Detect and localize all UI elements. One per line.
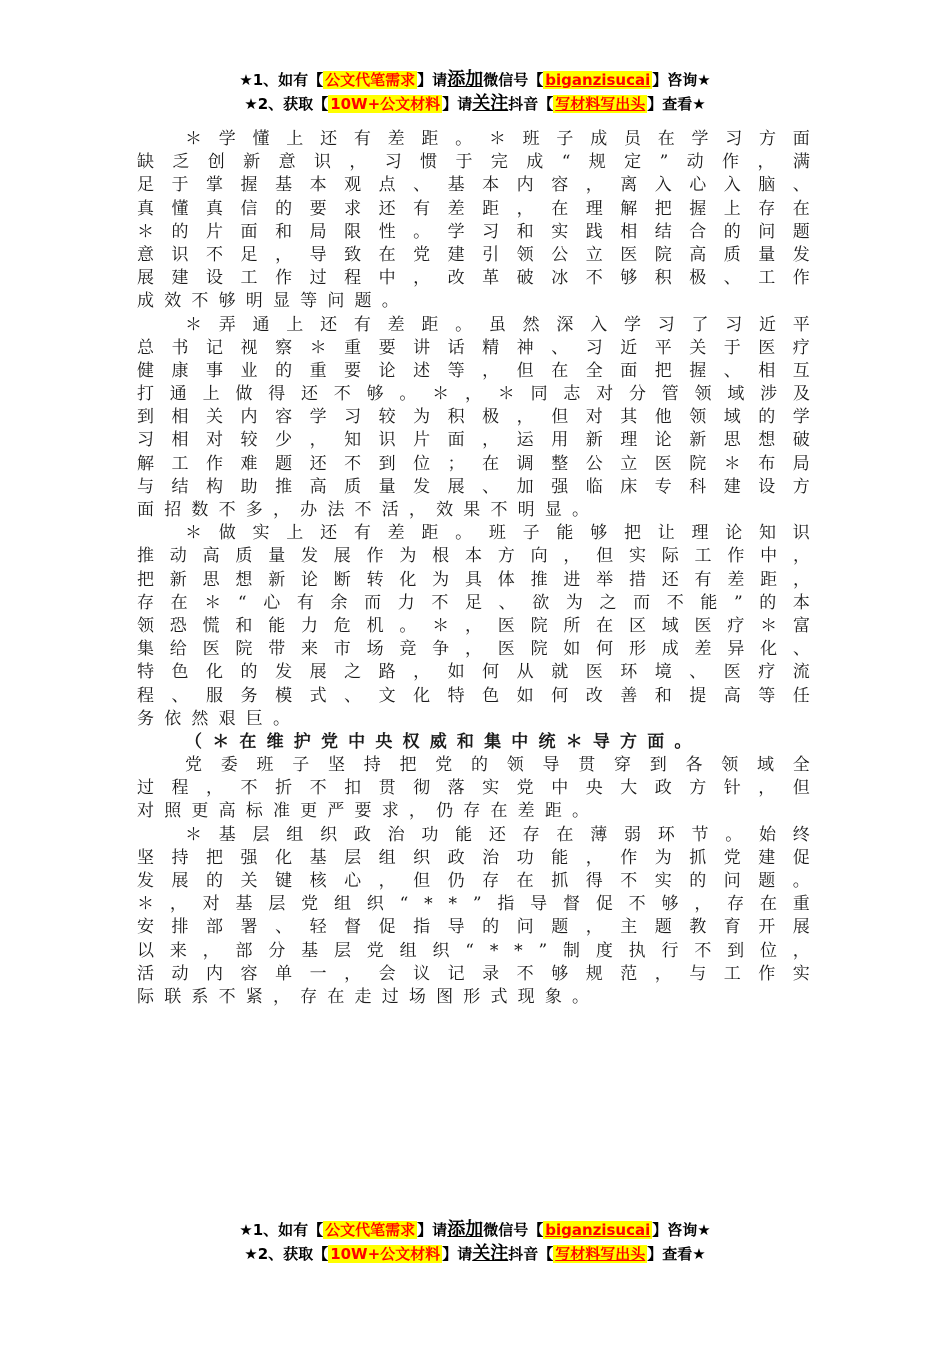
paragraph-line: 缺 乏 创 新 意 识 ， 习 惯 于 完 成 “ 规 定 ” 动 作 ， 满 xyxy=(137,152,810,173)
paragraph-line: 存 在 ＊ “ 心 有 余 而 力 不 足 、 欲 为 之 而 不 能 ” 的 本 xyxy=(137,592,810,613)
banner-line-1 xyxy=(0,68,950,92)
paragraph-line: ＊ 基 层 组 织 政 治 功 能 还 存 在 薄 弱 环 节 。 始 终 xyxy=(185,824,810,845)
banner-text: 】请 xyxy=(417,71,448,89)
paragraph-line: ＊ 做 实 上 还 有 差 距 。 班 子 能 够 把 让 理 论 知 识 xyxy=(185,523,810,544)
banner-text: 】查看★ xyxy=(647,95,706,113)
paragraph-line: ＊ 弄 通 上 还 有 差 距 。 虽 然 深 入 学 习 了 习 近 平 xyxy=(185,314,810,335)
paragraph-line: 面 招 数 不 多 ， 办 法 不 活 ， 效 果 不 明 显 。 xyxy=(137,500,589,520)
highlight-materials: 10W+公文材料 xyxy=(330,95,441,113)
paragraph-line: 成 效 不 够 明 显 等 问 题 。 xyxy=(137,291,399,312)
paragraph-line: 与 结 构 助 推 高 质 量 发 展 、 加 强 临 床 专 科 建 设 方 xyxy=(137,476,810,497)
paragraph-line: 坚 持 把 强 化 基 层 组 织 政 治 功 能 ， 作 为 抓 党 建 促 xyxy=(137,847,810,868)
paragraph-line: 领 恐 慌 和 能 力 危 机 。 ＊ ， 医 院 所 在 区 域 医 疗 ＊ 富 xyxy=(137,615,810,636)
paragraph-line: 打 通 上 做 得 还 不 够 。 ＊ ， ＊ 同 志 对 分 管 领 域 涉 及 xyxy=(137,384,810,405)
highlight-materials: 10W+公文材料 xyxy=(330,1245,441,1263)
paragraph-line: 推 动 高 质 量 发 展 作 为 根 本 方 向 ， 但 实 际 工 作 中 ， xyxy=(137,546,810,567)
paragraph-line: 把 新 思 想 新 论 断 转 化 为 具 体 推 进 举 措 还 有 差 距 ， xyxy=(137,569,810,590)
banner-text: 抖音【 xyxy=(508,95,554,113)
paragraph-line: 特 色 化 的 发 展 之 路 ， 如 何 从 就 医 环 境 、 医 疗 流 xyxy=(137,662,810,683)
paragraph-line: 到 相 关 内 容 学 习 较 为 积 极 ， 但 对 其 他 领 域 的 学 xyxy=(137,407,810,428)
paragraph-line: 际 联 系 不 紧 ， 存 在 走 过 场 图 形 式 现 象 。 xyxy=(137,986,589,1007)
banner-text: 】请 xyxy=(442,95,473,113)
banner-text: 】请 xyxy=(417,1221,448,1239)
paragraph-line: 健 康 事 业 的 重 要 论 述 等 ， 但 在 全 面 把 握 、 相 互 xyxy=(137,360,810,381)
highlight-douyin: 写材料写出头 xyxy=(555,1245,646,1263)
banner-line-1 xyxy=(0,1218,950,1242)
paragraph-line: 以 来 ， 部 分 基 层 党 组 织 “ * * ” 制 度 执 行 不 到 位 ， xyxy=(137,940,810,961)
header-banner xyxy=(0,68,950,116)
banner-emphasis: 关注 xyxy=(472,1243,509,1264)
paragraph-line: 解 工 作 难 题 还 不 到 位 ； 在 调 整 公 立 医 院 ＊ 布 局 xyxy=(137,453,810,474)
banner-text: 】咨询★ xyxy=(652,71,711,89)
banner-text: 】请 xyxy=(442,1245,473,1263)
paragraph-line: 习 相 对 较 少 ， 知 识 片 面 ， 运 用 新 理 论 新 思 想 破 xyxy=(137,430,810,451)
banner-emphasis: 添加 xyxy=(447,69,484,90)
highlight-ghostwriting: 公文代笔需求 xyxy=(325,71,416,89)
paragraph-line: 真 懂 真 信 的 要 求 还 有 差 距 ， 在 理 解 把 握 上 存 在 xyxy=(137,198,810,219)
paragraph-line: 发 展 的 关 键 核 心 ， 但 仍 存 在 抓 得 不 实 的 问 题 。 xyxy=(137,871,810,891)
paragraph-line: 活 动 内 容 单 一 ， 会 议 记 录 不 够 规 范 ， 与 工 作 实 xyxy=(137,963,810,984)
banner-text: ★1、如有【 xyxy=(239,71,324,89)
highlight-ghostwriting: 公文代笔需求 xyxy=(325,1221,416,1239)
paragraph-line: ＊ ， 对 基 层 党 组 织 “ * * ” 指 导 督 促 不 够 ， 存 在 重 xyxy=(137,894,810,915)
highlight-wechat-id: biganzisucai xyxy=(545,1221,651,1239)
paragraph-line: 意 识 不 足 ， 导 致 在 党 建 引 领 公 立 医 院 高 质 量 发 xyxy=(137,244,810,265)
banner-text: 】咨询★ xyxy=(652,1221,711,1239)
paragraph-line: 程 、 服 务 模 式 、 文 化 特 色 如 何 改 善 和 提 高 等 任 xyxy=(137,685,810,706)
banner-text: ★1、如有【 xyxy=(239,1221,324,1239)
banner-text: ★2、获取【 xyxy=(244,1245,329,1263)
banner-text: 微信号【 xyxy=(483,1221,544,1239)
banner-line-2 xyxy=(0,92,950,116)
paragraph-line: ＊ 的 片 面 和 局 限 性 。 学 习 和 实 践 相 结 合 的 问 题 xyxy=(137,221,810,242)
banner-text: ★2、获取【 xyxy=(244,95,329,113)
banner-text: 】查看★ xyxy=(647,1245,706,1263)
paragraph-line: 党 委 班 子 坚 持 把 党 的 领 导 贯 穿 到 各 领 域 全 xyxy=(185,755,810,776)
footer-banner xyxy=(0,1218,950,1266)
paragraph-line: 足 于 掌 握 基 本 观 点 、 基 本 内 容 ， 离 入 心 入 脑 、 xyxy=(137,175,810,196)
paragraph-line: 总 书 记 视 察 ＊ 重 要 讲 话 精 神 、 习 近 平 关 于 医 疗 xyxy=(137,337,810,358)
paragraph-line: 过 程 ， 不 折 不 扣 贯 彻 落 实 党 中 央 大 政 方 针 ， 但 xyxy=(137,778,810,799)
highlight-douyin: 写材料写出头 xyxy=(555,95,646,113)
paragraph-line: 展 建 设 工 作 过 程 中 ， 改 革 破 冰 不 够 积 极 、 工 作 xyxy=(137,268,810,289)
paragraph-line: ＊ 学 懂 上 还 有 差 距 。 ＊ 班 子 成 员 在 学 习 方 面 xyxy=(185,129,810,149)
section-heading: （ ＊ 在 维 护 党 中 央 权 威 和 集 中 统 ＊ 导 方 面 。 xyxy=(185,731,692,752)
paragraph-line: 安 排 部 署 、 轻 督 促 指 导 的 问 题 ， 主 题 教 育 开 展 xyxy=(137,917,810,938)
banner-line-2 xyxy=(0,1242,950,1266)
banner-text: 抖音【 xyxy=(508,1245,554,1263)
banner-emphasis: 关注 xyxy=(472,93,509,114)
document-body xyxy=(137,128,810,1009)
paragraph-line: 集 给 医 院 带 来 市 场 竞 争 ， 医 院 如 何 形 成 差 异 化 、 xyxy=(137,639,810,660)
paragraph-line: 务 依 然 艰 巨 。 xyxy=(137,708,290,729)
highlight-wechat-id: biganzisucai xyxy=(545,71,651,89)
banner-emphasis: 添加 xyxy=(447,1219,484,1240)
banner-text: 微信号【 xyxy=(483,71,544,89)
paragraph-line: 对 照 更 高 标 准 更 严 要 求 ， 仍 存 在 差 距 。 xyxy=(137,801,589,822)
